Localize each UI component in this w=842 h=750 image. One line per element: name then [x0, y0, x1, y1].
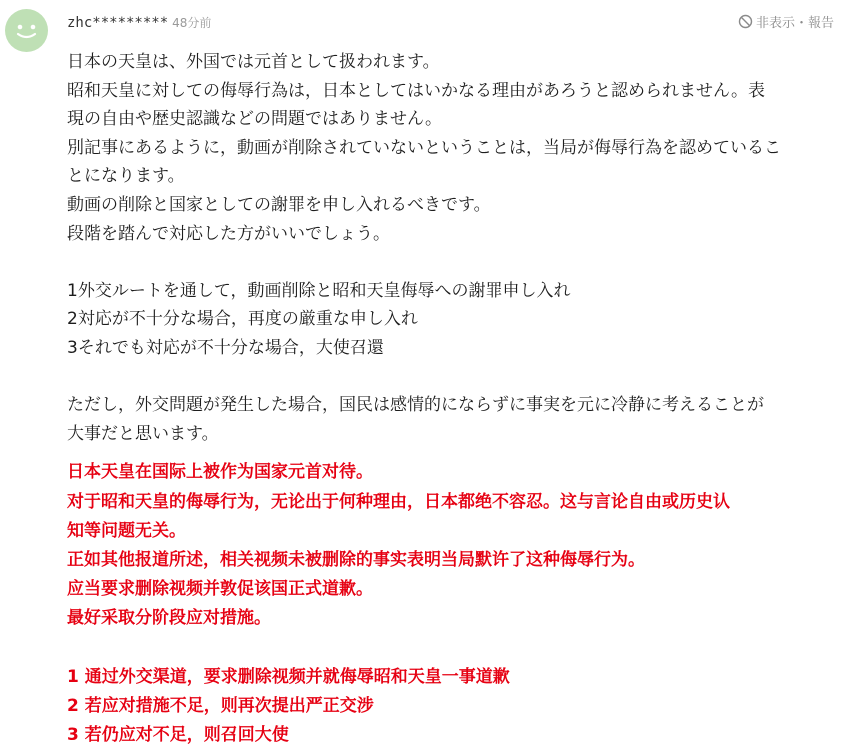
comment-jp-line: 大事だと思います。	[67, 423, 219, 444]
translation-cn-line: 1 通过外交渠道，要求删除视频并就侮辱昭和天皇一事道歉	[67, 666, 510, 687]
prohibit-circle-icon	[738, 14, 753, 29]
avatar[interactable]	[5, 9, 48, 52]
translation-cn-line: 日本天皇在国际上被作为国家元首对待。	[67, 462, 373, 483]
username[interactable]: zhc*********	[67, 15, 169, 31]
comment-translation-chinese	[67, 458, 837, 750]
comment-jp-line: 3それでも対応が不十分な場合，大使召還	[67, 337, 384, 358]
translation-cn-line: 知等问题无关。	[67, 520, 186, 541]
comment-jp-line: 1外交ルートを通して，動画削除と昭和天皇侮辱への謝罪申し入れ	[67, 280, 571, 301]
comment-jp-line: 日本の天皇は、外国では元首として扱われます。	[67, 52, 440, 72]
comment-jp-line: 段階を踏んで対応した方がいいでしょう。	[67, 223, 390, 244]
comment-text-japanese	[67, 48, 837, 448]
translation-cn-line: 最好采取分阶段应对措施。	[67, 608, 271, 629]
translation-cn-blank-line	[67, 634, 837, 663]
translation-cn-line: 3 若仍应对不足，则召回大使	[67, 725, 289, 746]
comment-header	[67, 14, 211, 34]
comment-jp-line: とになります。	[67, 166, 185, 187]
translation-cn-line: 正如其他报道所述，相关视频未被删除的事实表明当局默许了这种侮辱行为。	[67, 549, 645, 570]
translation-cn-line: 应当要求删除视频并敦促该国正式道歉。	[67, 579, 373, 600]
comment-jp-line: ただし，外交問題が発生した場合，国民は感情的にならずに事実を元に冷静に考えることが	[67, 395, 764, 416]
hide-report-label: 非表示・報告	[755, 16, 834, 31]
comment-jp-blank-line	[67, 248, 837, 277]
comment-jp-line: 2対応が不十分な場合，再度の厳重な申し入れ	[67, 309, 418, 330]
smiley-face-icon	[5, 9, 48, 52]
timestamp: 48分前	[172, 16, 212, 30]
comment-body	[67, 48, 837, 750]
comment-jp-line: 現の自由や歴史認識などの問題ではありません。	[67, 109, 443, 130]
comment-jp-line: 昭和天皇に対しての侮辱行為は，日本としてはいかなる理由があろうと認められません。表	[67, 80, 766, 101]
comment-jp-blank-line	[67, 363, 837, 392]
comment-jp-line: 動画の削除と国家としての謝罪を申し入れるべきです。	[67, 194, 491, 215]
hide-report-button[interactable]	[738, 12, 834, 31]
translation-cn-line: 对于昭和天皇的侮辱行为，无论出于何种理由，日本都绝不容忍。这与言论自由或历史认	[67, 491, 730, 512]
translation-cn-line: 2 若应对措施不足，则再次提出严正交涉	[67, 695, 374, 716]
comment-jp-line: 別記事にあるように，動画が削除されていないということは，当局が侮辱行為を認めているこ	[67, 137, 781, 158]
